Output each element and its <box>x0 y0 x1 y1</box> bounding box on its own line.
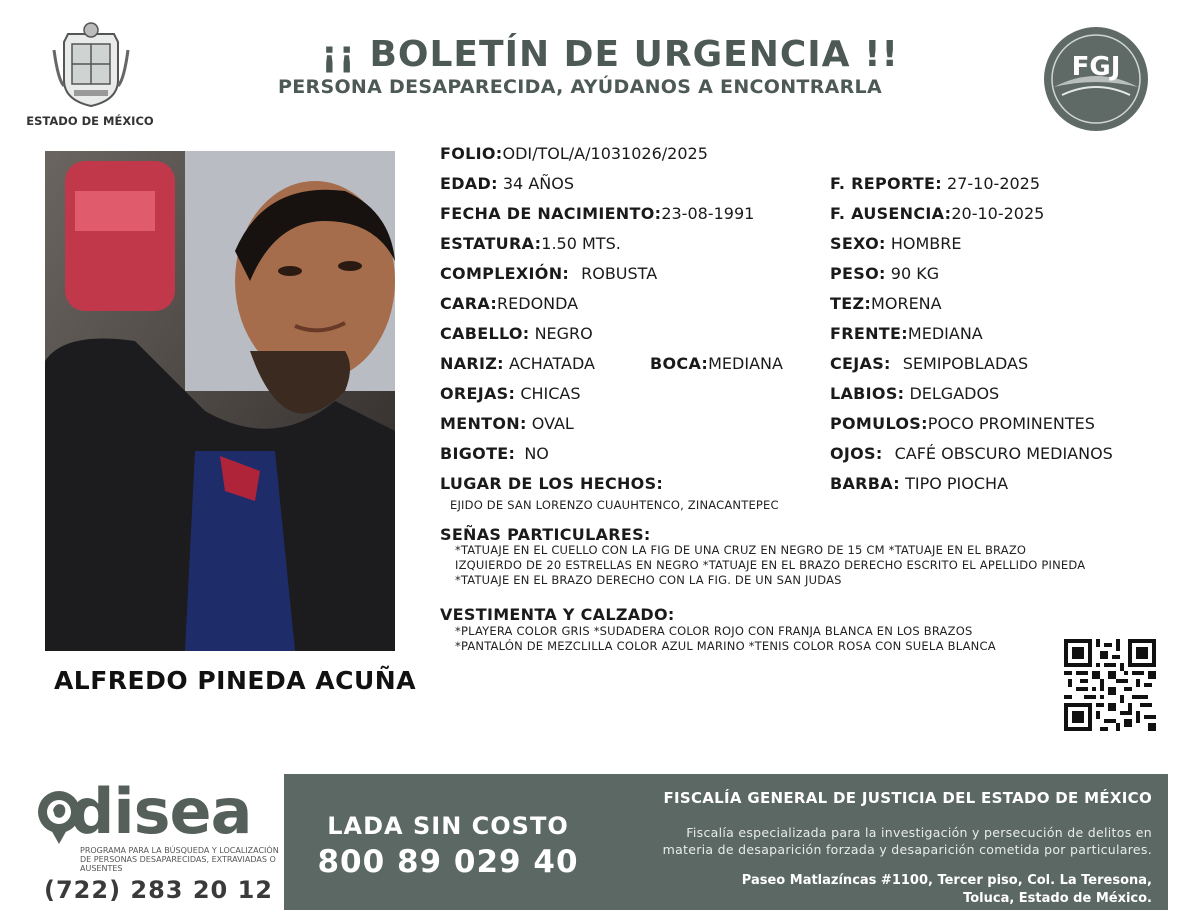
tez-label: TEZ: <box>830 294 872 313</box>
frente-value: MEDIANA <box>907 324 983 343</box>
field-cara <box>440 294 578 314</box>
odisea-description: PROGRAMA PARA LA BÚSQUEDA Y LOCALIZACIÓN DE PERSONAS DESAPARECIDAS, EXTRAVIADAS O AUSENTES <box>80 846 279 873</box>
field-tez <box>830 294 942 314</box>
field-edad <box>440 174 574 194</box>
field-barba <box>830 474 1008 494</box>
edad-label: EDAD: <box>440 174 498 193</box>
f-ausencia-value: 20-10-2025 <box>951 204 1045 223</box>
field-pomulos <box>830 414 1095 434</box>
field-ojos <box>830 444 1113 464</box>
field-orejas <box>440 384 581 404</box>
fiscalia-description <box>600 824 1152 858</box>
nacimiento-value: 23-08-1991 <box>661 204 755 223</box>
cejas-value: SEMIPOBLADAS <box>902 354 1029 373</box>
estatura-value: 1.50 MTS. <box>541 234 621 253</box>
field-f-reporte <box>830 174 1040 194</box>
orejas-label: OREJAS: <box>440 384 516 403</box>
field-cabello <box>440 324 593 344</box>
field-peso <box>830 264 939 284</box>
fgj-seal-text: FGJ <box>1071 52 1121 82</box>
folio-value: ODI/TOL/A/1031026/2025 <box>502 144 708 163</box>
senas-line-2: IZQUIERDO DE 20 ESTRELLAS EN NEGRO *TATUAJE EN EL BRAZO DERECHO ESCRITO EL APELLIDO PINEDA <box>455 558 1086 572</box>
lugar-label: LUGAR DE LOS HECHOS: <box>440 474 664 493</box>
fiscalia-desc-line-2: materia de desaparición forzada y desaparición cometida por particulares. <box>662 842 1152 857</box>
peso-value: 90 KG <box>890 264 940 283</box>
barba-value: TIPO PIOCHA <box>905 474 1009 493</box>
senas-line-1: *TATUAJE EN EL CUELLO CON LA FIG DE UNA CRUZ EN NEGRO DE 15 CM *TATUAJE EN EL BRAZO <box>455 543 1027 557</box>
f-reporte-label: F. REPORTE: <box>830 174 942 193</box>
contact-phone[interactable]: (722) 283 20 12 <box>44 876 273 904</box>
lugar-value: EJIDO DE SAN LORENZO CUAUHTENCO, ZINACANTEPEC <box>450 498 779 512</box>
labios-value: DELGADOS <box>909 384 1000 403</box>
sexo-value: HOMBRE <box>890 234 962 253</box>
estatura-label: ESTATURA: <box>440 234 542 253</box>
nariz-label: NARIZ: <box>440 354 504 373</box>
address-line-2: Toluca, Estado de México. <box>963 891 1152 906</box>
nacimiento-label: FECHA DE NACIMIENTO: <box>440 204 662 223</box>
field-menton <box>440 414 574 434</box>
cabello-label: CABELLO: <box>440 324 530 343</box>
cejas-label: CEJAS: <box>830 354 891 373</box>
nariz-value: ACHATADA <box>508 354 595 373</box>
vestimenta-line-1: *PLAYERA COLOR GRIS *SUDADERA COLOR ROJO CON FRANJA BLANCA EN LOS BRAZOS <box>455 624 973 638</box>
field-estatura <box>440 234 621 254</box>
sexo-label: SEXO: <box>830 234 886 253</box>
state-label: ESTADO DE MÉXICO <box>26 114 154 128</box>
complexion-value: ROBUSTA <box>581 264 658 283</box>
boca-label: BOCA: <box>650 354 709 373</box>
folio-label: FOLIO: <box>440 144 503 163</box>
pomulos-label: POMULOS: <box>830 414 928 433</box>
field-complexion <box>440 264 657 284</box>
labios-label: LABIOS: <box>830 384 905 403</box>
cara-label: CARA: <box>440 294 498 313</box>
field-cejas <box>830 354 1028 374</box>
odisea-brand: disea <box>70 775 252 848</box>
senas-line-3: *TATUAJE EN EL BRAZO DERECHO CON LA FIG. DE UN SAN JUDAS <box>455 573 842 587</box>
tez-value: MORENA <box>871 294 942 313</box>
cara-value: REDONDA <box>497 294 579 313</box>
field-labios <box>830 384 999 404</box>
frente-label: FRENTE: <box>830 324 908 343</box>
lada-number[interactable]: 800 89 029 40 <box>317 844 579 880</box>
pomulos-value: POCO PROMINENTES <box>927 414 1095 433</box>
person-name: ALFREDO PINEDA ACUÑA <box>53 666 417 695</box>
qr-code-icon[interactable] <box>1064 639 1156 731</box>
field-nacimiento <box>440 204 754 224</box>
fiscalia-desc-line-1: Fiscalía especializada para la investigación y persecución de delitos en <box>686 825 1152 840</box>
fiscalia-title: FISCALÍA GENERAL DE JUSTICIA DEL ESTADO DE MÉXICO <box>663 789 1152 807</box>
fiscalia-address <box>600 872 1152 908</box>
bulletin-title: ¡¡ BOLETÍN DE URGENCIA !! <box>321 34 899 75</box>
ojos-label: OJOS: <box>830 444 883 463</box>
vestimenta-heading: VESTIMENTA Y CALZADO: <box>440 605 675 624</box>
orejas-value: CHICAS <box>520 384 581 403</box>
bigote-value: NO <box>524 444 549 463</box>
cabello-value: NEGRO <box>534 324 593 343</box>
lada-label: LADA SIN COSTO <box>327 812 569 840</box>
edad-value: 34 AÑOS <box>502 174 574 193</box>
vestimenta-line-2: *PANTALÓN DE MEZCLILLA COLOR AZUL MARINO *TENIS COLOR ROSA CON SUELA BLANCA <box>455 639 996 653</box>
menton-value: OVAL <box>531 414 574 433</box>
bigote-label: BIGOTE: <box>440 444 516 463</box>
ojos-value: CAFÉ OBSCURO MEDIANOS <box>894 444 1113 463</box>
field-folio <box>440 144 708 164</box>
complexion-label: COMPLEXIÓN: <box>440 264 570 283</box>
state-coat-of-arms-icon <box>50 20 132 110</box>
senas-heading: SEÑAS PARTICULARES: <box>440 525 651 544</box>
field-nariz <box>440 354 595 374</box>
boca-value: MEDIANA <box>708 354 783 373</box>
menton-label: MENTON: <box>440 414 527 433</box>
field-f-ausencia <box>830 204 1044 224</box>
barba-label: BARBA: <box>830 474 900 493</box>
field-bigote <box>440 444 549 464</box>
field-frente <box>830 324 983 344</box>
f-ausencia-label: F. AUSENCIA: <box>830 204 952 223</box>
field-boca <box>650 354 783 374</box>
peso-label: PESO: <box>830 264 886 283</box>
f-reporte-value: 27-10-2025 <box>947 174 1041 193</box>
missing-person-photo <box>45 151 395 651</box>
address-line-1: Paseo Matlazíncas #1100, Tercer piso, Col. La Teresona, <box>741 873 1152 888</box>
bulletin-subtitle: PERSONA DESAPARECIDA, AYÚDANOS A ENCONTRARLA <box>278 76 882 98</box>
field-lugar <box>440 474 663 494</box>
field-sexo <box>830 234 961 254</box>
